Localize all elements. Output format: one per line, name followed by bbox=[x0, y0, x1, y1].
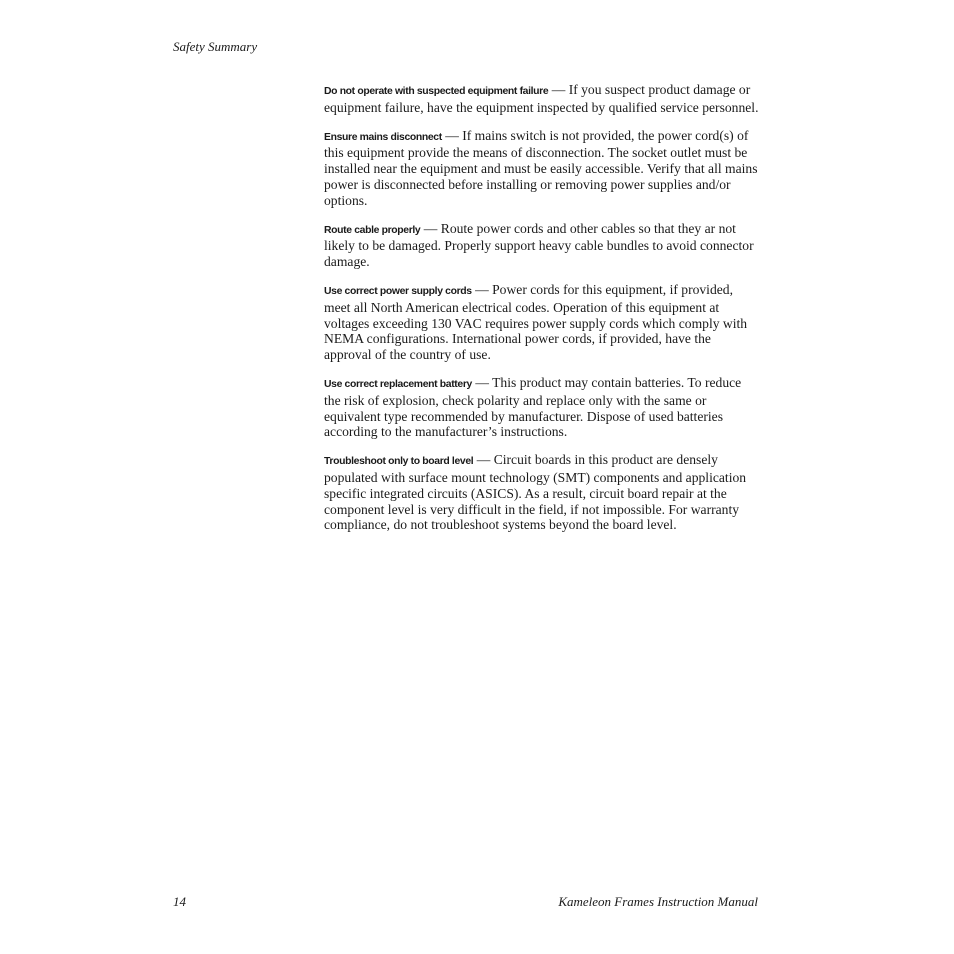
safety-item-separator: — bbox=[548, 82, 569, 97]
safety-item-power-supply-cords bbox=[324, 282, 760, 363]
running-header: Safety Summary bbox=[173, 39, 258, 54]
page-number: 14 bbox=[173, 894, 186, 909]
safety-item-term: Troubleshoot only to board level bbox=[324, 456, 474, 468]
safety-item-term: Use correct replacement battery bbox=[324, 378, 472, 390]
safety-item-separator: — bbox=[471, 281, 493, 297]
safety-list bbox=[324, 82, 760, 545]
manual-title: Kameleon Frames Instruction Manual bbox=[558, 894, 758, 909]
safety-item-separator: — bbox=[441, 127, 463, 143]
safety-item-separator: — bbox=[420, 220, 441, 236]
safety-item-text: Power cords for this equipment, if provided, meet all North American electrical codes. Operation of this equipment at voltages exceeding 130 VAC requires power supply cords which comply with NEMA configurations. International power cords, if provided, have the approval of the country of use. bbox=[324, 281, 748, 363]
safety-item-text: Route power cords and other cables so that they ar not likely to be damaged. Properly support heavy cable bundles to avoid connector damage. bbox=[324, 220, 754, 270]
safety-item-text: If mains switch is not provided, the power cord(s) of this equipment provide the means of disconnection. The socket outlet must be installed near the equipment and must be easily accessible. Verify that all mains power is disconnected before installing or removing power supplies and/or options. bbox=[324, 127, 758, 208]
safety-item-term: Ensure mains disconnect bbox=[324, 131, 442, 143]
safety-item-text: This product may contain batteries. To reduce the risk of explosion, check polarity and replace only with the same or equivalent type recommended by manufacturer. Dispose of used batteries according to the manufacturer’s instructions. bbox=[324, 374, 742, 440]
safety-item-replacement-battery bbox=[324, 375, 760, 440]
safety-item-term: Route cable properly bbox=[324, 224, 421, 236]
safety-item-separator: — bbox=[471, 374, 493, 390]
safety-item-text: If you suspect product damage or equipment failure, have the equipment inspected by qualified service personnel. bbox=[324, 82, 759, 115]
safety-item-term: Use correct power supply cords bbox=[324, 285, 472, 297]
safety-item-troubleshoot-board bbox=[324, 452, 760, 533]
safety-item-separator: — bbox=[473, 452, 494, 468]
safety-item-term: Do not operate with suspected equipment failure bbox=[324, 86, 549, 97]
safety-item-equipment-failure bbox=[324, 82, 760, 116]
safety-item-mains-disconnect bbox=[324, 128, 760, 209]
safety-item-text: Circuit boards in this product are densely populated with surface mount technology (SMT) components and application specific integrated circuits (ASICS). As a result, circuit board repair at the component level is very difficult in the field, if not impossible. For warranty compliance, do not troubleshoot systems beyond the board level. bbox=[324, 452, 747, 533]
safety-item-route-cable bbox=[324, 221, 760, 270]
